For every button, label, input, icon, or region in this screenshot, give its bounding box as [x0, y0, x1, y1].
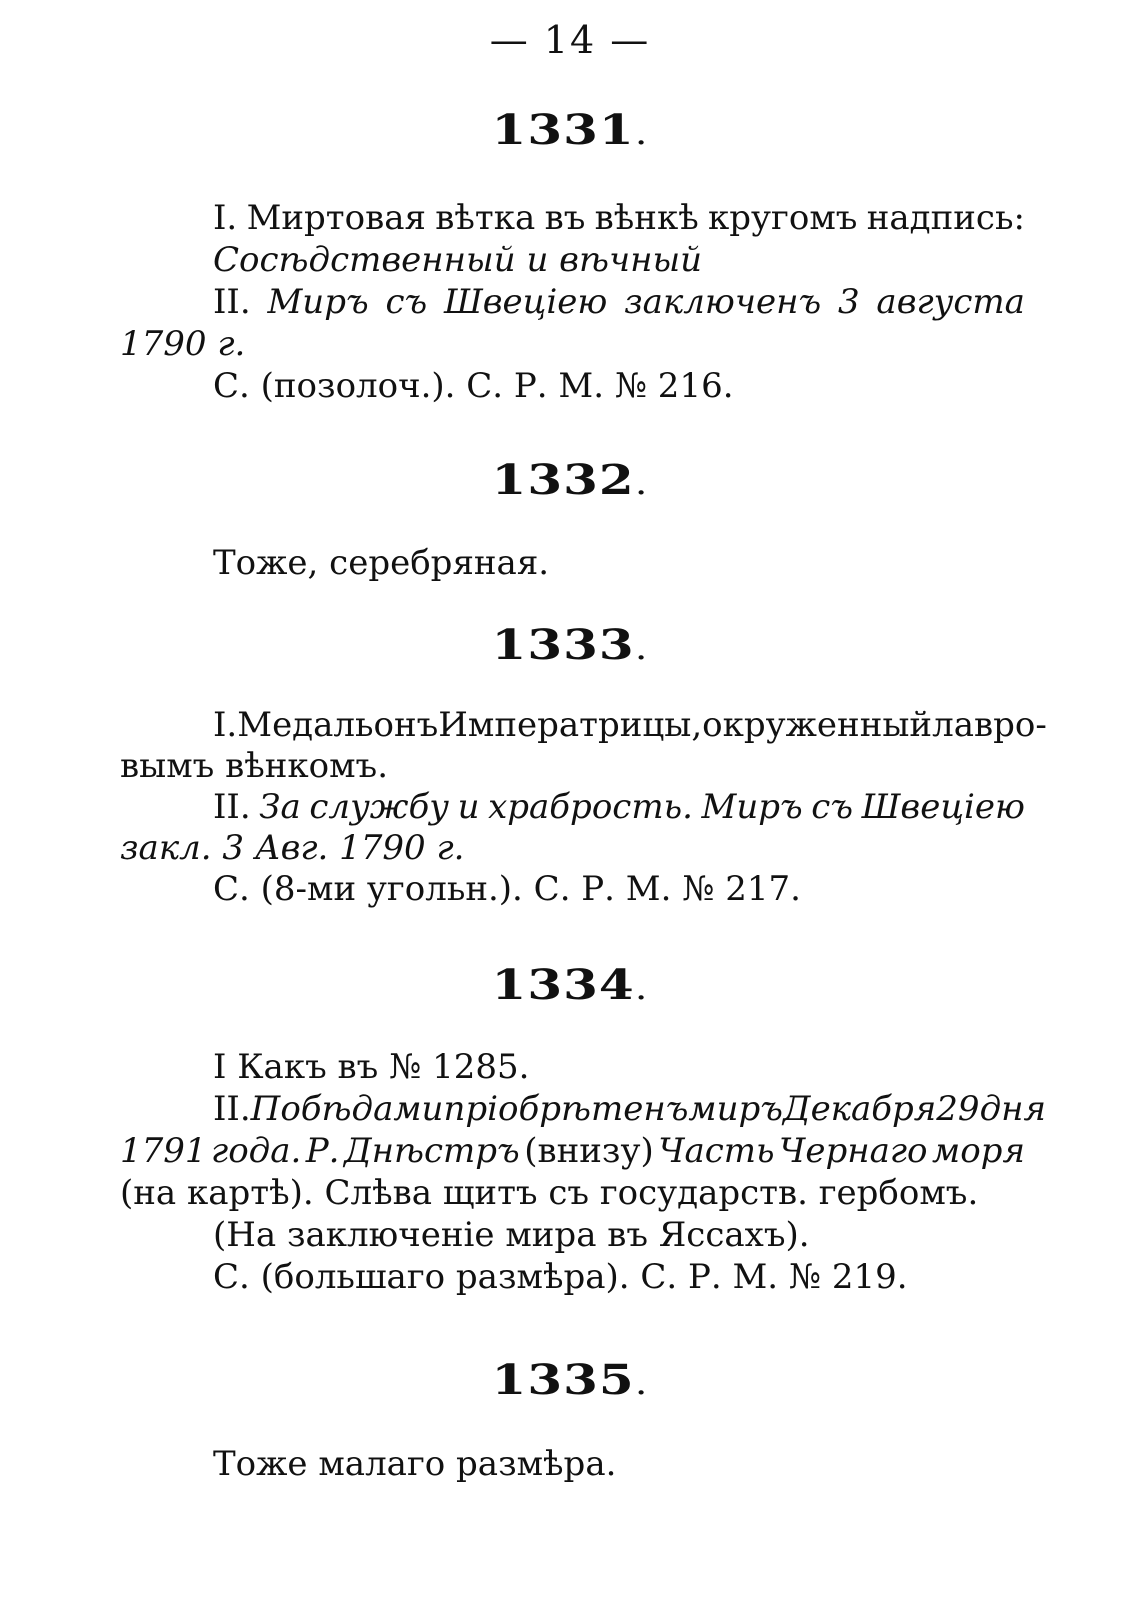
word: За	[259, 787, 301, 827]
word: вѣнкѣ	[594, 198, 699, 238]
entry-1335-line-1: Тоже малаго размѣра.	[213, 1444, 617, 1484]
word: Медальонъ	[237, 705, 439, 745]
word: Миртовая	[246, 198, 426, 238]
entry-1334-line-2	[213, 1089, 1047, 1129]
word: въ	[544, 198, 586, 238]
entry-number-1333: 1333.	[491, 620, 649, 669]
word: 29	[936, 1089, 980, 1129]
word: II.	[213, 787, 251, 827]
word: надпись:	[866, 198, 1025, 238]
word: года.	[211, 1131, 302, 1171]
page-number: — 14 —	[489, 18, 651, 62]
word: Побѣдами	[250, 1089, 444, 1129]
word: II.	[213, 1089, 251, 1129]
entry-1331-line-5: С. (позолоч.). С. Р. М. № 216.	[213, 366, 734, 406]
word: окруженный	[702, 705, 933, 745]
entry-1334-line-6: С. (большаго размѣра). С. Р. М. № 219.	[213, 1257, 908, 1297]
word: лавро-	[932, 705, 1047, 745]
word: вѣтка	[435, 198, 536, 238]
word: съ	[811, 787, 853, 827]
word: I.	[213, 705, 238, 745]
word: пріобрѣтенъ	[443, 1089, 689, 1129]
entry-1334-line-3	[120, 1131, 1025, 1171]
word: Р.	[305, 1131, 340, 1171]
entry-number-text: 1333	[491, 620, 635, 669]
entry-number-1335: 1335.	[491, 1355, 649, 1404]
word: службу	[309, 787, 449, 827]
word: Швеціею	[443, 282, 608, 322]
word: Швеціею	[861, 787, 1025, 827]
entry-1333-line-5: С. (8-ми угольн.). С. Р. М. № 217.	[213, 869, 801, 909]
entry-1331-line-1	[213, 198, 1025, 238]
word: дня	[979, 1089, 1047, 1129]
word: Декабря	[782, 1089, 937, 1129]
word: Чернаго	[779, 1131, 928, 1171]
entry-1334-line-1: I Какъ въ № 1285.	[213, 1047, 530, 1087]
entry-1333-line-1	[213, 705, 1047, 745]
entry-1331-line-4: 1790 г.	[120, 324, 246, 364]
word: 3	[837, 282, 860, 322]
word: съ	[385, 282, 428, 322]
entry-1334-line-4: (на картѣ). Слѣва щитъ съ государств. гербомъ.	[120, 1173, 979, 1213]
entry-1334-line-5: (На заключеніе мира въ Яссахъ).	[213, 1215, 810, 1255]
word: II.	[213, 282, 251, 322]
entry-number-text: 1335	[491, 1355, 635, 1404]
entry-number-text: 1332	[491, 455, 635, 504]
entry-1333-line-3	[213, 787, 1025, 827]
entry-1331-line-2: Сосѣдственный и вѣчный	[213, 240, 703, 280]
word: Императрицы,	[438, 705, 703, 745]
word: моря	[932, 1131, 1025, 1171]
entry-number-1332: 1332.	[491, 455, 649, 504]
word: храбрость.	[488, 787, 693, 827]
word: Миръ	[267, 282, 369, 322]
word: августа	[876, 282, 1025, 322]
word: миръ	[688, 1089, 783, 1129]
entry-1333-line-4: закл. 3 Авг. 1790 г.	[120, 828, 465, 868]
entry-number-text: 1334	[491, 960, 635, 1009]
word: Днѣстръ	[343, 1131, 520, 1171]
entry-1332-line-1: Тоже, серебряная.	[213, 543, 550, 583]
word: 1791	[120, 1131, 207, 1171]
word: (внизу)	[524, 1131, 654, 1171]
word: Часть	[658, 1131, 775, 1171]
word: Миръ	[701, 787, 803, 827]
word: кругомъ	[708, 198, 858, 238]
entry-1333-line-2: вымъ вѣнкомъ.	[120, 746, 388, 786]
entry-number-1334: 1334.	[491, 960, 649, 1009]
word: I.	[213, 198, 238, 238]
entry-1331-line-3	[213, 282, 1025, 322]
entry-number-1331: 1331.	[491, 105, 649, 154]
entry-number-text: 1331	[491, 105, 635, 154]
word: заключенъ	[624, 282, 822, 322]
word: и	[457, 787, 480, 827]
